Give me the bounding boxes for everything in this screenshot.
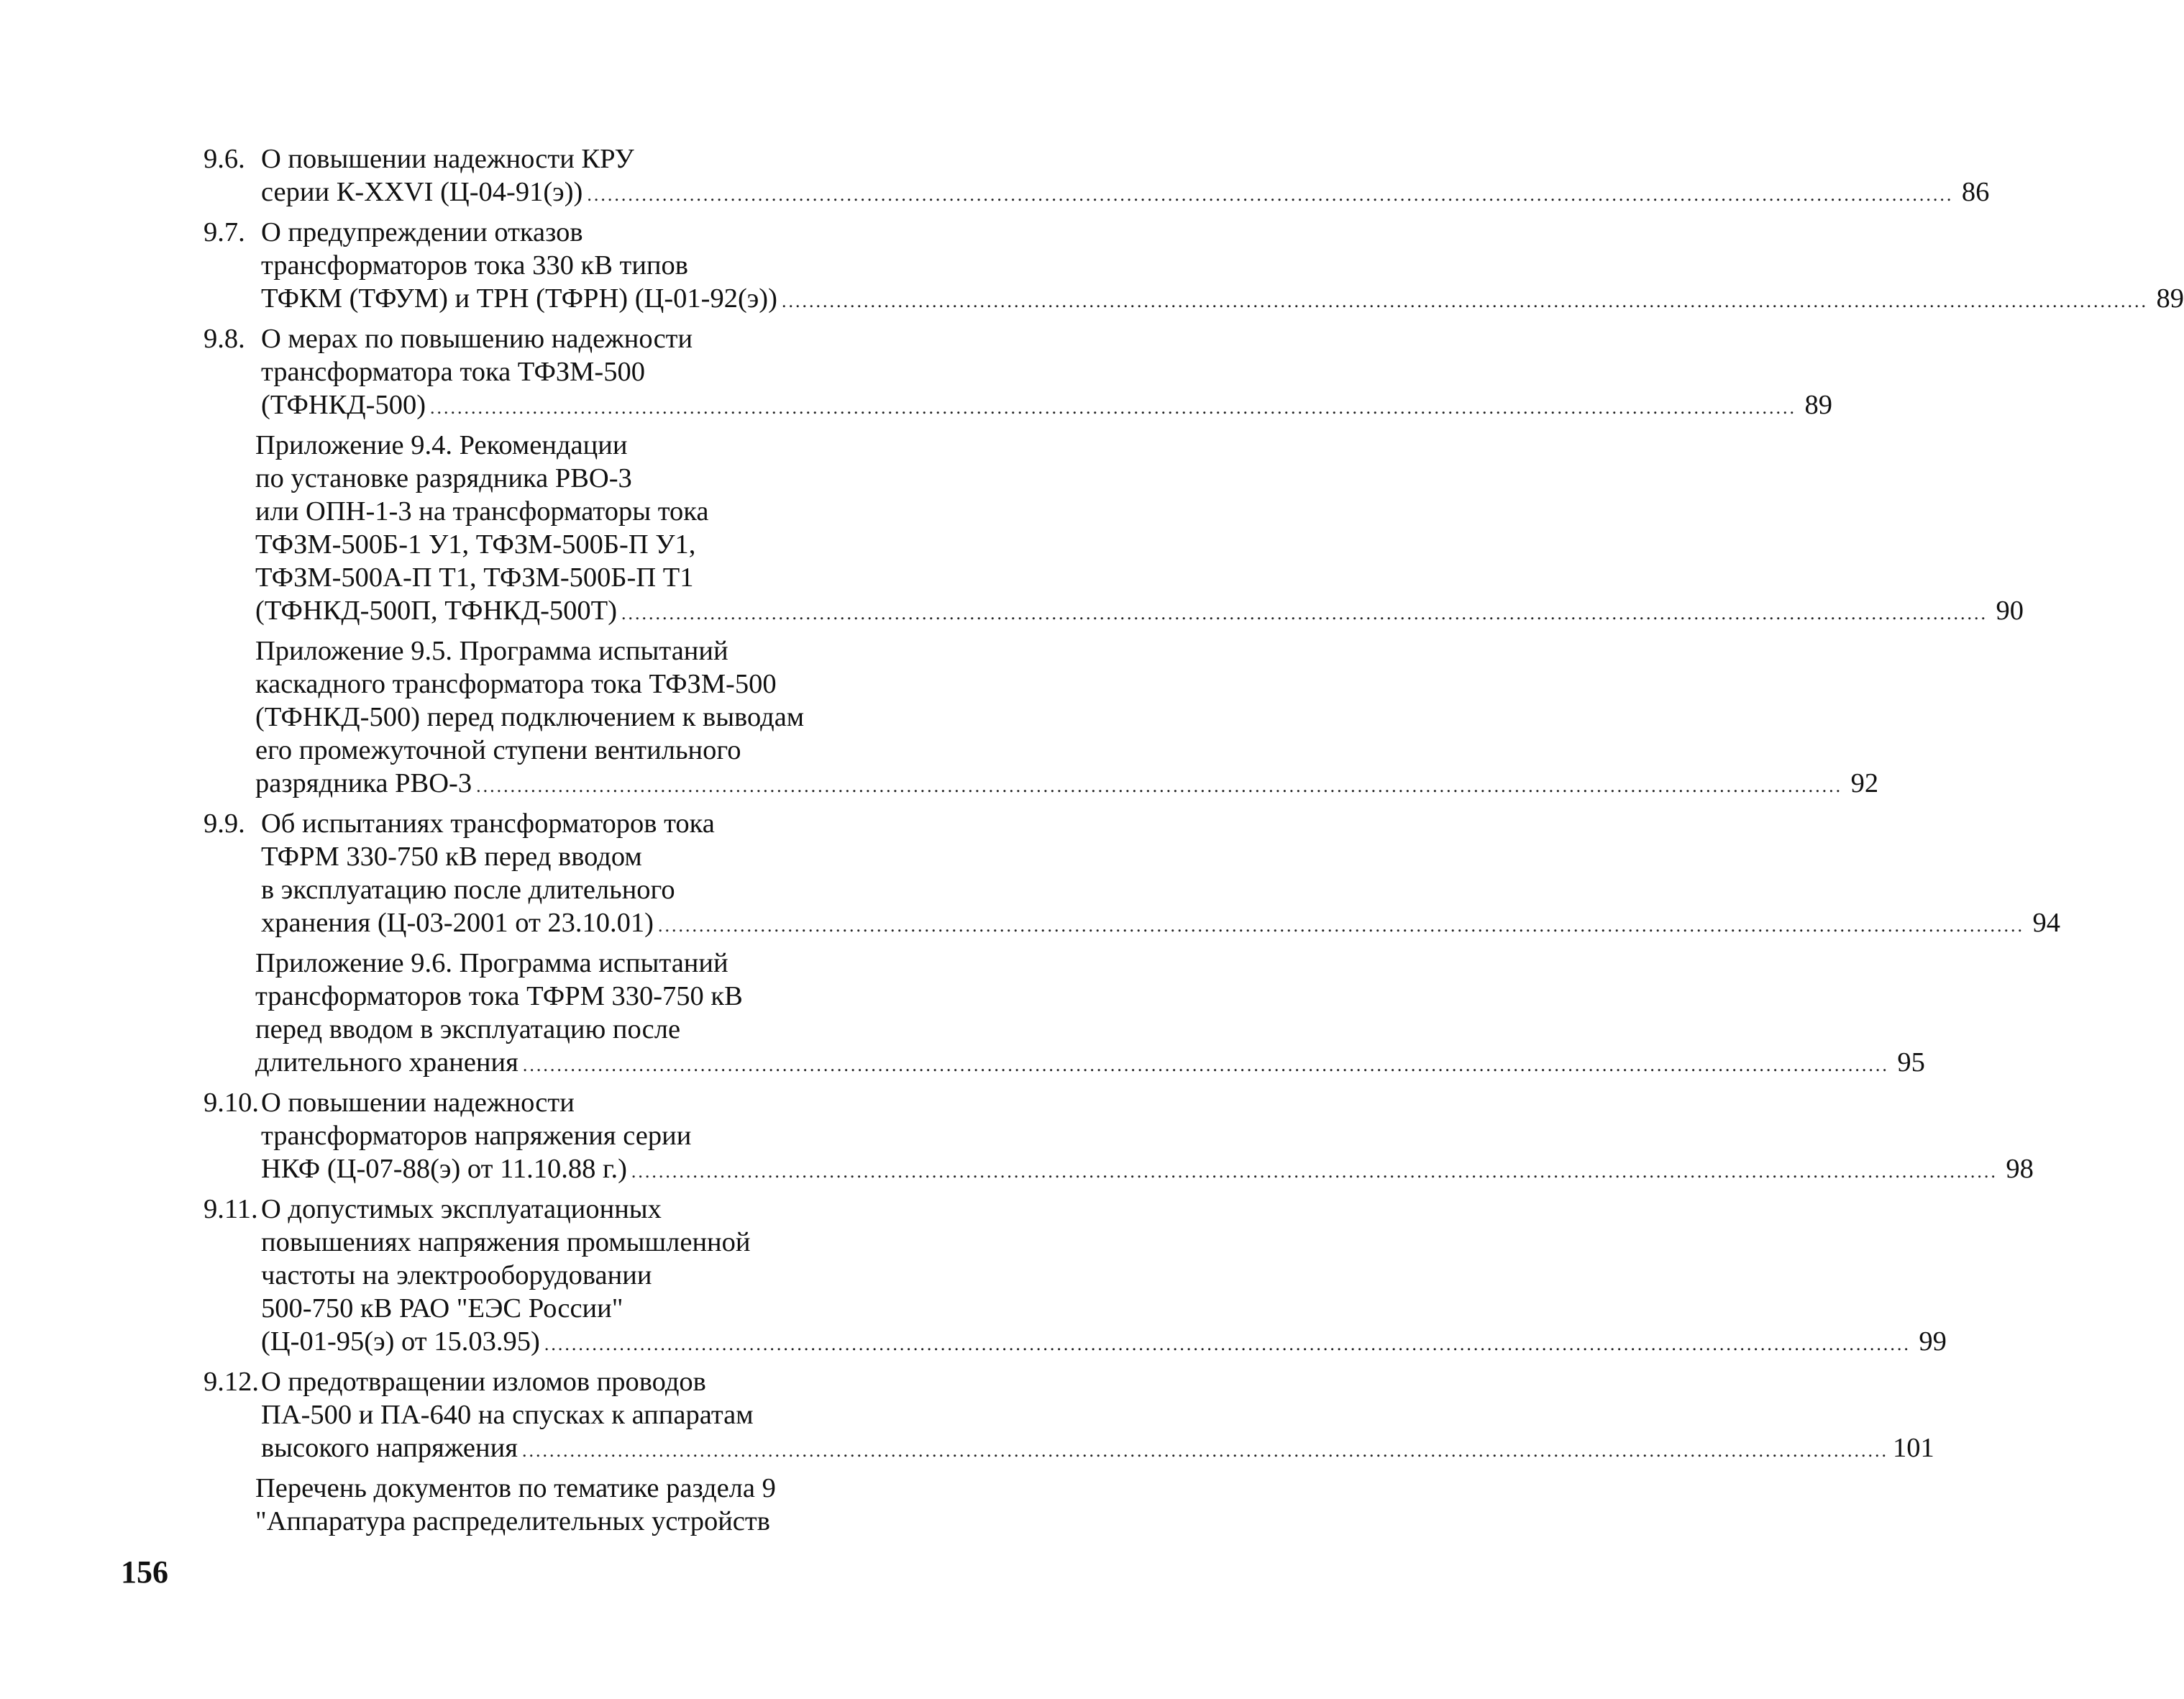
toc-entry[interactable] <box>204 142 1990 209</box>
section-number: 9.11. <box>204 1194 258 1224</box>
dot-leader: ........................................................................................................................................................................................................ <box>631 1161 1998 1182</box>
toc-entry-appendix[interactable] <box>204 634 1879 800</box>
dot-leader: ........................................................................................................................................................................................................ <box>587 184 1954 205</box>
entry-title-line: О повышении надежности КРУ <box>261 144 634 174</box>
entry-last-line <box>261 1431 1934 1465</box>
table-of-contents <box>204 142 2184 1545</box>
page-ref: 89 <box>1804 390 1833 420</box>
page-ref: 92 <box>1850 768 1879 798</box>
section-number: 9.12. <box>204 1367 259 1397</box>
entry-title-line: "Аппаратура распределительных устройств <box>255 1506 770 1536</box>
page-ref: 90 <box>1996 596 2024 626</box>
entry-title-line: трансформаторов напряжения серии <box>261 1121 692 1151</box>
page-ref: 94 <box>2032 908 2060 938</box>
entry-last-line <box>261 388 1833 422</box>
dot-leader: ........................................................................................................................................................................................................ <box>430 397 1797 418</box>
dot-leader: ........................................................................................................................................................................................................ <box>544 1334 1911 1354</box>
dot-leader: ........................................................................................................................................................................................................ <box>657 915 2024 936</box>
toc-entry-appendix[interactable] <box>204 947 1925 1079</box>
toc-entry[interactable] <box>204 216 2184 315</box>
entry-title-line: ТФЗМ-500Б-1 У1, ТФЗМ-500Б-П У1, <box>255 529 696 560</box>
entry-title-line: в эксплуатацию после длительного <box>261 875 675 905</box>
toc-entry[interactable] <box>204 807 2060 939</box>
entry-title-line: О предотвращении изломов проводов <box>261 1367 706 1397</box>
entry-title-line: перед вводом в эксплуатацию после <box>255 1014 681 1044</box>
dot-leader: ........................................................................................................................................................................................................ <box>781 291 2148 311</box>
page-ref: 98 <box>2006 1154 2034 1184</box>
entry-last-line <box>255 767 1879 800</box>
entry-title-line: О повышении надежности <box>261 1088 575 1118</box>
entry-last-line <box>261 1152 2034 1185</box>
entry-title-line: трансформатора тока ТФЗМ-500 <box>261 357 645 387</box>
entry-title-line: каскадного трансформатора тока ТФЗМ-500 <box>255 669 777 699</box>
section-number: 9.10. <box>204 1088 259 1118</box>
entry-title-line: О допустимых эксплуатационных <box>261 1194 662 1224</box>
entry-title-line: О мерах по повышению надежности <box>261 324 693 354</box>
entry-title-line: ТФКМ (ТФУМ) и ТРН (ТФРН) (Ц-01-92(э)) <box>261 283 777 314</box>
entry-title-line: длительного хранения <box>255 1047 518 1078</box>
entry-title-line: (ТФНКД-500) <box>261 390 426 420</box>
entry-title-line: (ТФНКД-500П, ТФНКД-500Т) <box>255 596 618 626</box>
entry-title-line: Приложение 9.5. Программа испытаний <box>255 636 728 666</box>
entry-title-line: повышениях напряжения промышленной <box>261 1227 751 1257</box>
section-number: 9.7. <box>204 217 245 247</box>
toc-entry-appendix[interactable] <box>204 429 2024 627</box>
entry-last-line <box>261 906 2060 939</box>
entry-last-line <box>255 594 2024 627</box>
page-ref: 99 <box>1919 1326 1947 1357</box>
dot-leader: ........................................................................................................................................................................................................ <box>476 775 1843 796</box>
entry-title-line: по установке разрядника РВО-3 <box>255 463 632 493</box>
entry-title-line: высокого напряжения <box>261 1433 518 1463</box>
entry-title-line: его промежуточной ступени вентильного <box>255 735 741 765</box>
entry-title-line: Перечень документов по тематике раздела 9 <box>255 1473 776 1503</box>
entry-title-line: серии К-XXVI (Ц-04-91(э)) <box>261 177 583 207</box>
entry-title-line: ТФЗМ-500А-П Т1, ТФЗМ-500Б-П Т1 <box>255 562 694 593</box>
entry-title-line: 500-750 кВ РАО "ЕЭС России" <box>261 1293 623 1324</box>
entry-last-line <box>261 1325 1947 1358</box>
entry-last-line <box>255 1046 1925 1079</box>
entry-title-line: Приложение 9.4. Рекомендации <box>255 430 628 460</box>
entry-title-line: трансформаторов тока ТФРМ 330-750 кВ <box>255 981 743 1011</box>
page-number: 156 <box>121 1554 168 1590</box>
entry-title-line: частоты на электрооборудовании <box>261 1260 652 1290</box>
section-number: 9.8. <box>204 324 245 354</box>
entry-title-line: Об испытаниях трансформаторов тока <box>261 808 715 839</box>
page-ref: 89 <box>2156 283 2184 314</box>
toc-entry-documents-list[interactable] <box>204 1472 966 1538</box>
entry-title-line: (Ц-01-95(э) от 15.03.95) <box>261 1326 540 1357</box>
page-ref: 95 <box>1897 1047 1925 1078</box>
entry-title-line: НКФ (Ц-07-88(э) от 11.10.88 г.) <box>261 1154 627 1184</box>
dot-leader: ........................................................................................................................................................................................................ <box>621 603 1988 624</box>
entry-title-line: разрядника РВО-3 <box>255 768 472 798</box>
entry-last-line <box>261 176 1990 209</box>
entry-title-line: ПА-500 и ПА-640 на спусках к аппаратам <box>261 1400 754 1430</box>
section-number: 9.9. <box>204 808 245 839</box>
entry-last-line <box>261 282 2184 315</box>
dot-leader: ........................................................................................................................................................................................................ <box>521 1440 1888 1461</box>
entry-title-line: Приложение 9.6. Программа испытаний <box>255 948 728 978</box>
toc-entry[interactable] <box>204 1086 2034 1185</box>
entry-title-line: или ОПН-1-3 на трансформаторы тока <box>255 496 709 527</box>
entry-title-line: О предупреждении отказов <box>261 217 583 247</box>
dot-leader: ........................................................................................................................................................................................................ <box>522 1055 1889 1075</box>
entry-title-line: трансформаторов тока 330 кВ типов <box>261 250 688 281</box>
page-ref: 101 <box>1892 1433 1934 1463</box>
entry-title-line: ТФРМ 330-750 кВ перед вводом <box>261 842 642 872</box>
page-ref: 86 <box>1961 177 1990 207</box>
toc-entry[interactable] <box>204 1193 1947 1358</box>
toc-entry[interactable] <box>204 1365 1934 1465</box>
entry-title-line: (ТФНКД-500) перед подключением к выводам <box>255 702 805 732</box>
section-number: 9.6. <box>204 144 245 174</box>
entry-title-line: хранения (Ц-03-2001 от 23.10.01) <box>261 908 654 938</box>
toc-entry[interactable] <box>204 322 1833 422</box>
